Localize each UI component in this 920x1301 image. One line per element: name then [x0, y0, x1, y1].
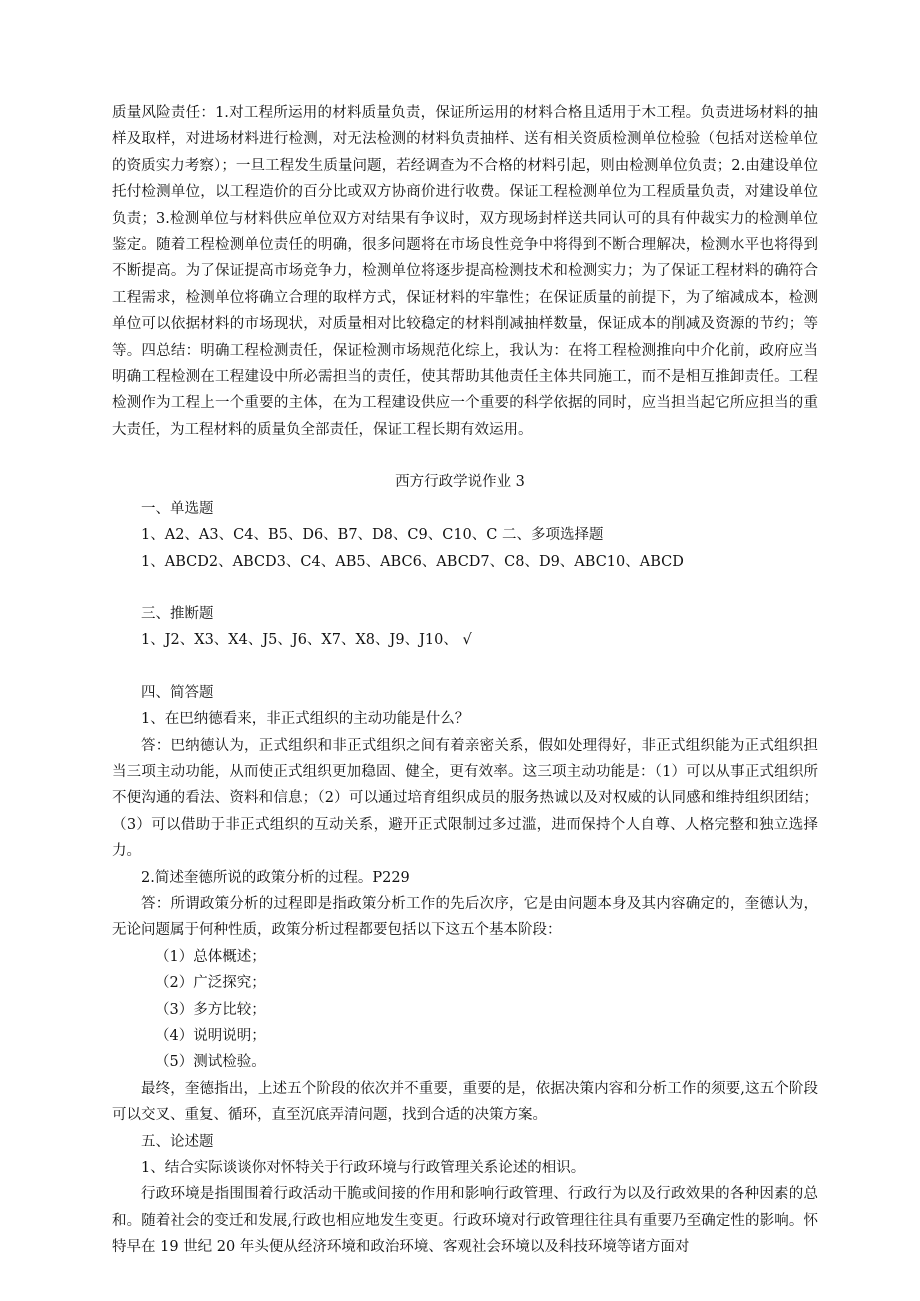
section-heading-short-answer: 四、简答题: [141, 684, 214, 701]
stage-item: （1）总体概述；: [155, 948, 266, 965]
multiple-choice-answers: 1、ABCD2、ABCD3、C4、AB5、ABC6、ABCD7、C8、D9、ABC10、ABCD: [141, 553, 684, 570]
stage-item: （3）多方比较；: [155, 1001, 266, 1018]
spacer: [112, 575, 818, 601]
single-choice-answers: 1、A2、A3、C4、B5、D6、B7、D8、C9、C10、C 二、多项选择题: [141, 527, 604, 544]
answer-3: 行政环境是指围围着行政活动干脆或间接的作用和影响行政管理、行政行为以及行政效果的各种因素的总和。随着社会的变迁和发展,行政也相应地发生变更。行政环境对行政管理往往具有重要乃至确定性的影响。怀特早在 19 世纪 20 年头便从经济环境和政治环境、客观社会环境以及科技环境等诸方面对: [112, 1186, 818, 1256]
intro-paragraph: 质量风险责任：1.对工程所运用的材料质量负责，保证所运用的材料合格且适用于木工程。负责进场材料的抽样及取样，对进场材料进行检测，对无法检测的材料负责抽样、送有相关资质检测单位检验（包括对送检单位的资质实力考察）；一旦工程发生质量问题，若经调查为不合格的材料引起，则由检测单位负责；2.由建设单位托付检测单位，以工程造价的百分比或双方协商价进行收费。保证工程检测单位为工程质量负责，对建设单位负责；3.检测单位与材料供应单位双方对结果有争议时，双方现场封样送共同认可的具有仲裁实力的检测单位鉴定。随着工程检测单位责任的明确，很多问题将在市场良性竞争中将得到不断合理解决，检测水平也将得到不断提高。为了保证提高市场竞争力，检测单位将逐步提高检测技术和检测实力；为了保证工程材料的确符合工程需求，检测单位将确立合理的取样方式，保证材料的牢靠性；在保证质量的前提下，为了缩减成本，检测单位可以依据材料的市场现状，对质量相对比较稳定的材料削减抽样数量，保证成本的削减及资源的节约；等等。四总结：明确工程检测责任，保证检测市场规范化综上，我认为：在将工程检测推向中介化前，政府应当明确工程检测在工程建设中所必需担当的责任，使其帮助其他责任主体共同施工，而不是相互推卸责任。工程检测作为工程上一个重要的主体，在为工程建设供应一个重要的科学依据的同时，应当担当起它所应担当的重大责任，为工程材料的质量负全部责任，保证工程长期有效运用。: [112, 105, 818, 438]
spacer: [112, 443, 818, 469]
stage-item: （5）测试检验。: [155, 1054, 266, 1071]
document-title: 西方行政学说作业 3: [395, 474, 525, 491]
question-2: 2.简述奎德所说的政策分析的过程。P229: [141, 869, 410, 886]
answer-1: 答：巴纳德认为，正式组织和非正式组织之间有着亲密关系，假如处理得好，非正式组织能为正式组织担当三项主动功能，从而使正式组织更加稳固、健全，更有效率。这三项主动功能是：（1）可以从事正式组织所不便沟通的看法、资料和信息；（2）可以通过培育组织成员的服务热诚以及对权威的认同感和维持组织团结；（3）可以借助于非正式组织的互动关系，避开正式限制过多过滥，进而保持个人自尊、人格完整和独立选择力。: [112, 737, 818, 860]
stage-item: （4）说明说明；: [155, 1028, 266, 1044]
answer-2: 答：所谓政策分析的过程即是指政策分析工作的先后次序，它是由问题本身及其内容确定的，奎德认为，无论问题属于何种性质，政策分析过程都要包括以下这五个基本阶段：: [112, 895, 818, 939]
judgement-answers: 1、J2、X3、X4、J5、J6、X7、X8、J9、J10、 √: [141, 632, 472, 649]
spacer: [112, 654, 818, 680]
answer-2-conclusion: 最终，奎德指出，上述五个阶段的依次并不重要，重要的是，依据决策内容和分析工作的须要,这五个阶段可以交叉、重复、循环，直至沉底弄清问题，找到合适的决策方案。: [112, 1080, 818, 1124]
question-3: 1、结合实际谈谈你对怀特关于行政环境与行政管理关系论述的相识。: [141, 1160, 586, 1177]
question-1: 1、在巴纳德看来，非正式组织的主动功能是什么？: [141, 711, 470, 728]
section-heading-single-choice: 一、单选题: [141, 500, 214, 517]
section-heading-judgement: 三、推断题: [141, 605, 214, 622]
document-page: [112, 100, 818, 1261]
section-heading-essay: 五、论述题: [141, 1133, 214, 1150]
stage-item: （2）广泛探究；: [155, 975, 266, 992]
